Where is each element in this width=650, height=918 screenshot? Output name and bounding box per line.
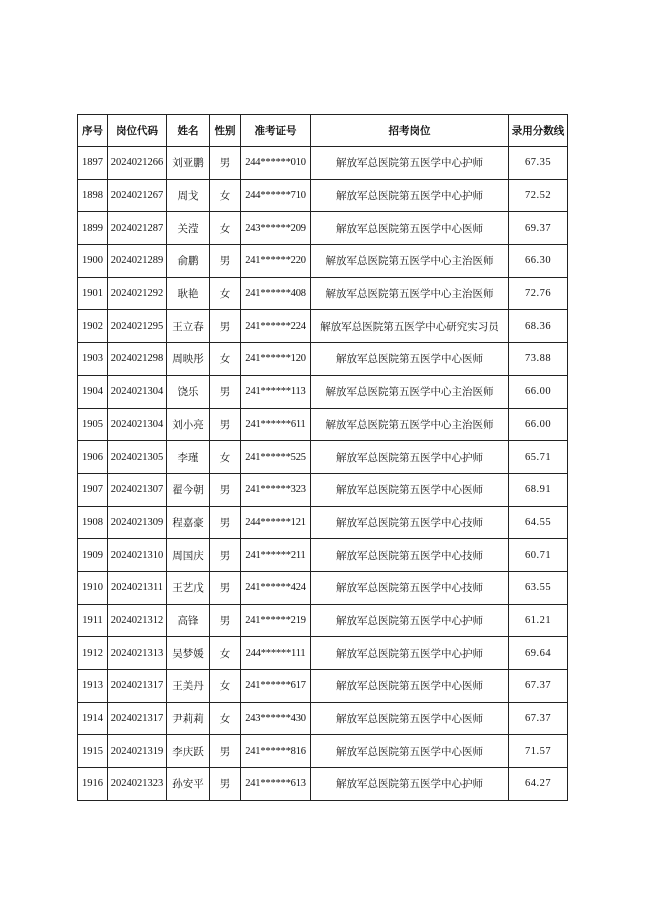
- header-exam-id: 准考证号: [241, 115, 311, 147]
- table-row: [78, 375, 568, 408]
- cell-gender: 男: [210, 473, 241, 506]
- cell-seq: 1910: [78, 571, 108, 604]
- cell-gender: 男: [210, 571, 241, 604]
- cell-name: 孙安平: [167, 768, 210, 801]
- cell-code: 2024021317: [108, 670, 167, 703]
- cell-post: 解放军总医院第五医学中心护师: [311, 768, 509, 801]
- cell-name: 王艺戊: [167, 571, 210, 604]
- cell-score: 69.37: [509, 212, 568, 245]
- table-row: [78, 604, 568, 637]
- cell-name: 王立春: [167, 310, 210, 343]
- cell-code: 2024021289: [108, 245, 167, 278]
- cell-exam-id: 241******120: [241, 343, 311, 376]
- cell-seq: 1906: [78, 441, 108, 474]
- table-row: [78, 408, 568, 441]
- cell-post: 解放军总医院第五医学中心医师: [311, 735, 509, 768]
- cell-name: 周映彤: [167, 343, 210, 376]
- cell-post: 解放军总医院第五医学中心医师: [311, 343, 509, 376]
- cell-gender: 女: [210, 343, 241, 376]
- cell-score: 72.76: [509, 277, 568, 310]
- cell-code: 2024021304: [108, 375, 167, 408]
- cell-exam-id: 241******323: [241, 473, 311, 506]
- cell-name: 翟今朝: [167, 473, 210, 506]
- cell-seq: 1900: [78, 245, 108, 278]
- cell-exam-id: 244******010: [241, 147, 311, 180]
- cell-score: 64.55: [509, 506, 568, 539]
- cell-code: 2024021295: [108, 310, 167, 343]
- cell-gender: 女: [210, 670, 241, 703]
- cell-exam-id: 241******224: [241, 310, 311, 343]
- cell-seq: 1905: [78, 408, 108, 441]
- cell-score: 64.27: [509, 768, 568, 801]
- cell-gender: 女: [210, 702, 241, 735]
- cell-post: 解放军总医院第五医学中心护师: [311, 147, 509, 180]
- cell-gender: 男: [210, 768, 241, 801]
- cell-seq: 1899: [78, 212, 108, 245]
- table-row: [78, 539, 568, 572]
- cell-name: 关滢: [167, 212, 210, 245]
- cell-gender: 男: [210, 375, 241, 408]
- cell-post: 解放军总医院第五医学中心医师: [311, 473, 509, 506]
- cell-code: 2024021319: [108, 735, 167, 768]
- table-row: [78, 473, 568, 506]
- cell-post: 解放军总医院第五医学中心主治医师: [311, 277, 509, 310]
- cell-code: 2024021287: [108, 212, 167, 245]
- cell-code: 2024021266: [108, 147, 167, 180]
- cell-code: 2024021292: [108, 277, 167, 310]
- cell-score: 61.21: [509, 604, 568, 637]
- cell-exam-id: 241******816: [241, 735, 311, 768]
- cell-exam-id: 243******209: [241, 212, 311, 245]
- cell-post: 解放军总医院第五医学中心技师: [311, 539, 509, 572]
- cell-gender: 男: [210, 310, 241, 343]
- cell-name: 王美丹: [167, 670, 210, 703]
- table-row: [78, 441, 568, 474]
- recruitment-score-table: [77, 114, 568, 801]
- cell-score: 66.00: [509, 375, 568, 408]
- cell-post: 解放军总医院第五医学中心技师: [311, 571, 509, 604]
- cell-exam-id: 241******613: [241, 768, 311, 801]
- cell-score: 67.37: [509, 702, 568, 735]
- table-row: [78, 310, 568, 343]
- cell-code: 2024021304: [108, 408, 167, 441]
- cell-score: 65.71: [509, 441, 568, 474]
- header-name: 姓名: [167, 115, 210, 147]
- cell-exam-id: 244******710: [241, 179, 311, 212]
- cell-name: 俞鹏: [167, 245, 210, 278]
- cell-score: 66.30: [509, 245, 568, 278]
- table-row: [78, 571, 568, 604]
- header-gender: 性别: [210, 115, 241, 147]
- cell-name: 李庆跃: [167, 735, 210, 768]
- cell-name: 吴梦媛: [167, 637, 210, 670]
- cell-post: 解放军总医院第五医学中心主治医师: [311, 375, 509, 408]
- cell-code: 2024021313: [108, 637, 167, 670]
- cell-gender: 女: [210, 441, 241, 474]
- cell-gender: 女: [210, 637, 241, 670]
- cell-name: 尹莉莉: [167, 702, 210, 735]
- cell-seq: 1911: [78, 604, 108, 637]
- cell-score: 67.35: [509, 147, 568, 180]
- cell-exam-id: 241******113: [241, 375, 311, 408]
- cell-code: 2024021305: [108, 441, 167, 474]
- table-row: [78, 212, 568, 245]
- table-row: [78, 343, 568, 376]
- cell-name: 周国庆: [167, 539, 210, 572]
- cell-name: 程嘉豪: [167, 506, 210, 539]
- header-code: 岗位代码: [108, 115, 167, 147]
- cell-exam-id: 241******617: [241, 670, 311, 703]
- cell-exam-id: 244******111: [241, 637, 311, 670]
- cell-seq: 1912: [78, 637, 108, 670]
- cell-score: 60.71: [509, 539, 568, 572]
- cell-name: 耿艳: [167, 277, 210, 310]
- cell-gender: 男: [210, 735, 241, 768]
- cell-score: 66.00: [509, 408, 568, 441]
- cell-seq: 1898: [78, 179, 108, 212]
- cell-exam-id: 241******220: [241, 245, 311, 278]
- cell-name: 刘小亮: [167, 408, 210, 441]
- cell-gender: 女: [210, 179, 241, 212]
- cell-gender: 男: [210, 147, 241, 180]
- cell-gender: 女: [210, 277, 241, 310]
- table-row: [78, 245, 568, 278]
- cell-seq: 1908: [78, 506, 108, 539]
- cell-seq: 1909: [78, 539, 108, 572]
- cell-name: 高锋: [167, 604, 210, 637]
- cell-post: 解放军总医院第五医学中心护师: [311, 637, 509, 670]
- table-row: [78, 147, 568, 180]
- cell-post: 解放军总医院第五医学中心主治医师: [311, 245, 509, 278]
- cell-exam-id: 241******408: [241, 277, 311, 310]
- cell-exam-id: 244******121: [241, 506, 311, 539]
- cell-name: 饶乐: [167, 375, 210, 408]
- header-seq: 序号: [78, 115, 108, 147]
- cell-post: 解放军总医院第五医学中心主治医师: [311, 408, 509, 441]
- table-row: [78, 179, 568, 212]
- cell-code: 2024021317: [108, 702, 167, 735]
- table-row: [78, 768, 568, 801]
- cell-score: 68.91: [509, 473, 568, 506]
- cell-seq: 1907: [78, 473, 108, 506]
- cell-score: 69.64: [509, 637, 568, 670]
- cell-post: 解放军总医院第五医学中心护师: [311, 179, 509, 212]
- table-row: [78, 637, 568, 670]
- cell-code: 2024021307: [108, 473, 167, 506]
- cell-name: 周戈: [167, 179, 210, 212]
- table-row: [78, 670, 568, 703]
- cell-seq: 1913: [78, 670, 108, 703]
- cell-post: 解放军总医院第五医学中心医师: [311, 212, 509, 245]
- table-row: [78, 735, 568, 768]
- cell-name: 刘亚鹏: [167, 147, 210, 180]
- cell-seq: 1904: [78, 375, 108, 408]
- cell-exam-id: 241******211: [241, 539, 311, 572]
- cell-score: 67.37: [509, 670, 568, 703]
- cell-code: 2024021298: [108, 343, 167, 376]
- cell-seq: 1916: [78, 768, 108, 801]
- cell-gender: 男: [210, 245, 241, 278]
- cell-seq: 1903: [78, 343, 108, 376]
- table-row: [78, 506, 568, 539]
- cell-post: 解放军总医院第五医学中心技师: [311, 506, 509, 539]
- cell-gender: 男: [210, 539, 241, 572]
- cell-name: 李瑾: [167, 441, 210, 474]
- cell-post: 解放军总医院第五医学中心护师: [311, 604, 509, 637]
- cell-gender: 男: [210, 506, 241, 539]
- cell-exam-id: 243******430: [241, 702, 311, 735]
- cell-seq: 1915: [78, 735, 108, 768]
- cell-score: 68.36: [509, 310, 568, 343]
- cell-code: 2024021310: [108, 539, 167, 572]
- cell-seq: 1901: [78, 277, 108, 310]
- table-row: [78, 277, 568, 310]
- cell-post: 解放军总医院第五医学中心医师: [311, 670, 509, 703]
- cell-score: 73.88: [509, 343, 568, 376]
- cell-code: 2024021309: [108, 506, 167, 539]
- cell-code: 2024021311: [108, 571, 167, 604]
- cell-code: 2024021267: [108, 179, 167, 212]
- cell-code: 2024021323: [108, 768, 167, 801]
- cell-gender: 男: [210, 604, 241, 637]
- cell-gender: 女: [210, 212, 241, 245]
- cell-post: 解放军总医院第五医学中心医师: [311, 702, 509, 735]
- cell-gender: 男: [210, 408, 241, 441]
- header-post: 招考岗位: [311, 115, 509, 147]
- cell-score: 63.55: [509, 571, 568, 604]
- table-row: [78, 702, 568, 735]
- cell-code: 2024021312: [108, 604, 167, 637]
- cell-exam-id: 241******525: [241, 441, 311, 474]
- cell-exam-id: 241******424: [241, 571, 311, 604]
- cell-score: 71.57: [509, 735, 568, 768]
- cell-exam-id: 241******611: [241, 408, 311, 441]
- cell-seq: 1902: [78, 310, 108, 343]
- header-score: 录用分数线: [509, 115, 568, 147]
- cell-seq: 1914: [78, 702, 108, 735]
- header-row: [78, 115, 568, 147]
- cell-seq: 1897: [78, 147, 108, 180]
- cell-post: 解放军总医院第五医学中心研究实习员: [311, 310, 509, 343]
- cell-score: 72.52: [509, 179, 568, 212]
- cell-post: 解放军总医院第五医学中心护师: [311, 441, 509, 474]
- cell-exam-id: 241******219: [241, 604, 311, 637]
